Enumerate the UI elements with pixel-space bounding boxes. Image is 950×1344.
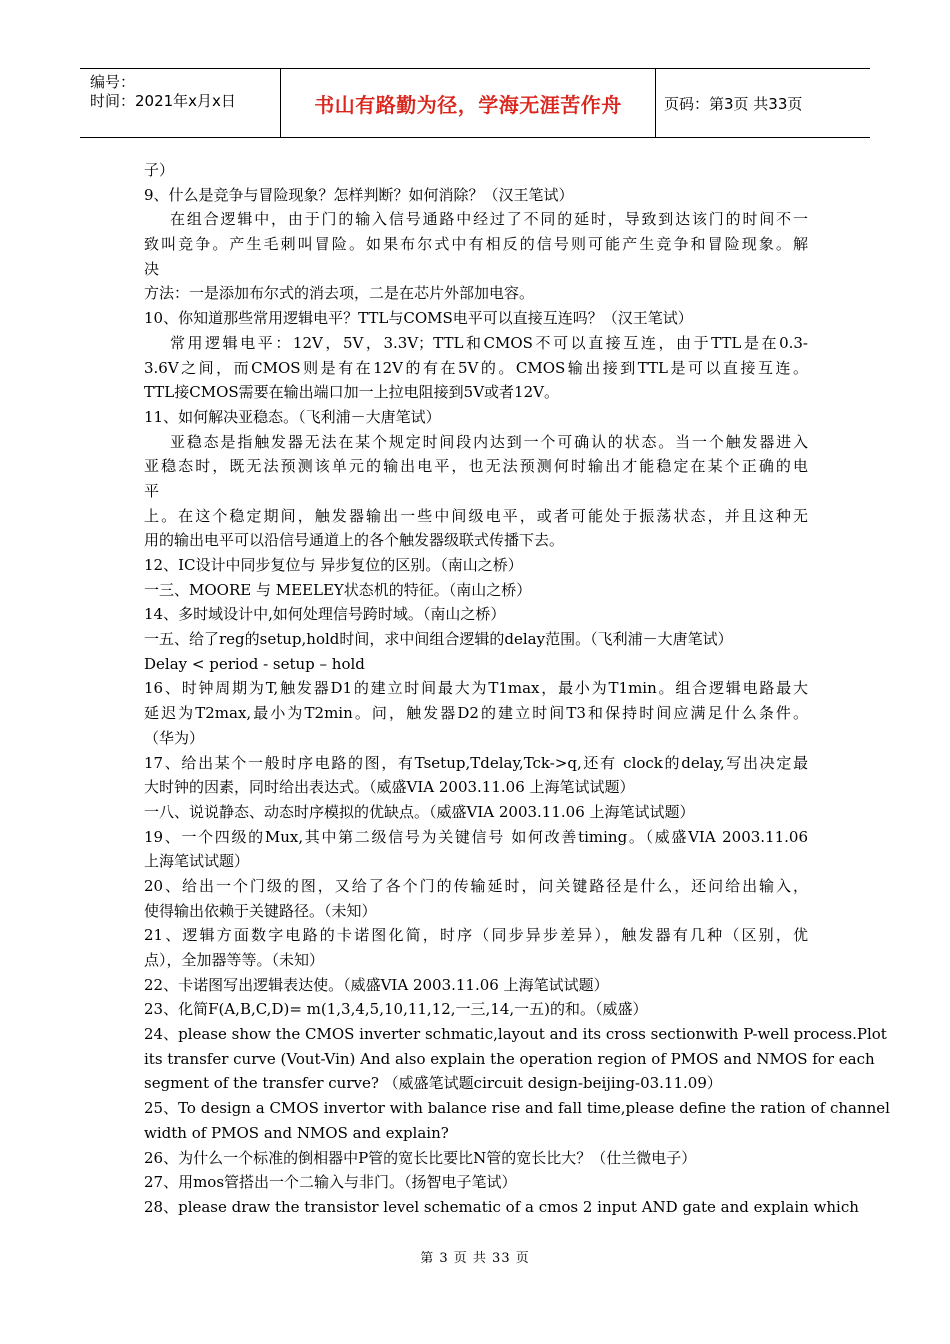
time-label: 时间：2021年x月x日 (90, 92, 236, 110)
motto-text: 书山有路勤为径，学海无涯苦作舟 (314, 92, 622, 117)
question-line: 22、卡诺图写出逻辑表达使。（威盛VIA 2003.11.06 上海笔试试题） (144, 975, 609, 994)
answer-line: 用的输出电平可以沿信号通道上的各个触发器级联式传播下去。 (144, 531, 565, 550)
question-line: 12、IC设计中同步复位与 异步复位的区别。（南山之桥） (144, 556, 523, 574)
question-line: 27、用mos管搭出一个二输入与非门。（扬智电子笔试） (144, 1173, 517, 1192)
question-line: 23、化简F(A,B,C,D)= m(1,3,4,5,10,11,12,一三,14,一五)的和。（威盛） (144, 1000, 648, 1019)
question-line: 10、你知道那些常用逻辑电平？TTL与COMS电平可以直接互连吗？（汉王笔试） (144, 309, 693, 328)
question-line: 一五、给了reg的setup,hold时间，求中间组合逻辑的delay范围。（飞利浦－大唐笔试） (144, 630, 733, 649)
answer-line: 亚稳态时，既无法预测该单元的输出电平，也无法预测何时输出才能稳定在某个正确的电 (144, 457, 808, 476)
question-line: 上海笔试试题） (144, 852, 250, 871)
page-footer: 第 3 页 共 33 页 (420, 1251, 530, 1266)
question-line: 延迟为T2max,最小为T2min。问，触发器D2的建立时间T3和保持时间应满足什么条件。 (144, 704, 808, 723)
question-line: 24、please show the CMOS inverter schmatic,layout and its cross sectionwith P-well process.Plot (144, 1025, 887, 1044)
header-info-cell (80, 69, 281, 137)
question-line: 11、如何解决亚稳态。（飞利浦－大唐笔试） (144, 407, 441, 426)
question-line: 20、给出一个门级的图，又给了各个门的传输延时，问关键路径是什么，还问给出输入， (144, 876, 808, 895)
question-line: 26、为什么一个标准的倒相器中P管的宽长比要比N管的宽长比大？（仕兰微电子） (144, 1148, 697, 1167)
text-line: 子） (144, 161, 175, 179)
question-line: 一三、MOORE 与 MEELEY状态机的特征。（南山之桥） (144, 580, 532, 599)
question-line: 21、逻辑方面数字电路的卡诺图化简，时序（同步异步差异），触发器有几种（区别，优 (144, 926, 808, 945)
question-line: its transfer curve (Vout-Vin) And also explain the operation region of PMOS and NMOS for each (144, 1049, 875, 1068)
formula-line: Delay < period - setup – hold (144, 654, 365, 673)
page-number-label: 页码：第3页 共33页 (664, 94, 803, 113)
answer-line: 3.6V之间，而CMOS则是有在12V的有在5V的。CMOS输出接到TTL是可以直接互连。 (144, 358, 808, 377)
answer-line: 上。在这个稳定期间，触发器输出一些中间级电平，或者可能处于振荡状态，并且这种无 (144, 506, 808, 525)
question-line: 25、To design a CMOS invertor with balance rise and fall time,please define the ration of channel (144, 1099, 890, 1118)
answer-line: 在组合逻辑中，由于门的输入信号通路中经过了不同的延时，导致到达该门的时间不一 (170, 210, 808, 229)
question-line: 9、什么是竞争与冒险现象？怎样判断？如何消除？（汉王笔试） (144, 185, 574, 204)
header-motto-cell (281, 69, 656, 137)
question-line: 使得输出依赖于关键路径。（未知） (144, 901, 377, 920)
answer-line: 亚稳态是指触发器无法在某个规定时间段内达到一个可确认的状态。当一个触发器进入 (170, 432, 808, 451)
document-body (144, 158, 890, 1220)
answer-line: 平 (144, 481, 160, 500)
question-line: 28、please draw the transistor level schematic of a cmos 2 input AND gate and explain which (144, 1197, 859, 1216)
question-line: 点），全加器等等。（未知） (144, 951, 325, 969)
question-line: 17、给出某个一般时序电路的图，有Tsetup,Tdelay,Tck->q,还有 clock的delay,写出决定最 (144, 753, 808, 772)
question-line: segment of the transfer curve? （威盛笔试题circuit design-beijing-03.11.09） (144, 1074, 722, 1093)
question-line: 14、多时域设计中,如何处理信号跨时域。（南山之桥） (144, 605, 506, 624)
number-label: 编号： (90, 73, 136, 91)
question-line: 19、一个四级的Mux,其中第二级信号为关键信号 如何改善timing。（威盛VIA 2003.11.06 (144, 827, 808, 846)
question-line: （华为） (144, 728, 205, 747)
header-page-cell (656, 69, 870, 137)
answer-line: 常用逻辑电平：12V，5V，3.3V；TTL和CMOS不可以直接互连，由于TTL是在0.3- (170, 333, 808, 352)
page-header (80, 68, 870, 138)
answer-line: 决 (144, 259, 160, 278)
question-line: 大时钟的因素，同时给出表达式。（威盛VIA 2003.11.06 上海笔试试题） (144, 778, 635, 797)
answer-line: 致叫竞争。产生毛刺叫冒险。如果布尔式中有相反的信号则可能产生竞争和冒险现象。解 (144, 235, 808, 254)
question-line: 16、时钟周期为T,触发器D1的建立时间最大为T1max，最小为T1min。组合逻辑电路最大 (144, 679, 808, 698)
answer-line: TTL接CMOS需要在输出端口加一上拉电阻接到5V或者12V。 (144, 383, 559, 402)
question-line: width of PMOS and NMOS and explain? (144, 1123, 449, 1142)
answer-line: 方法：一是添加布尔式的消去项，二是在芯片外部加电容。 (144, 284, 535, 303)
question-line: 一八、说说静态、动态时序模拟的优缺点。（威盛VIA 2003.11.06 上海笔试试题） (144, 802, 695, 821)
